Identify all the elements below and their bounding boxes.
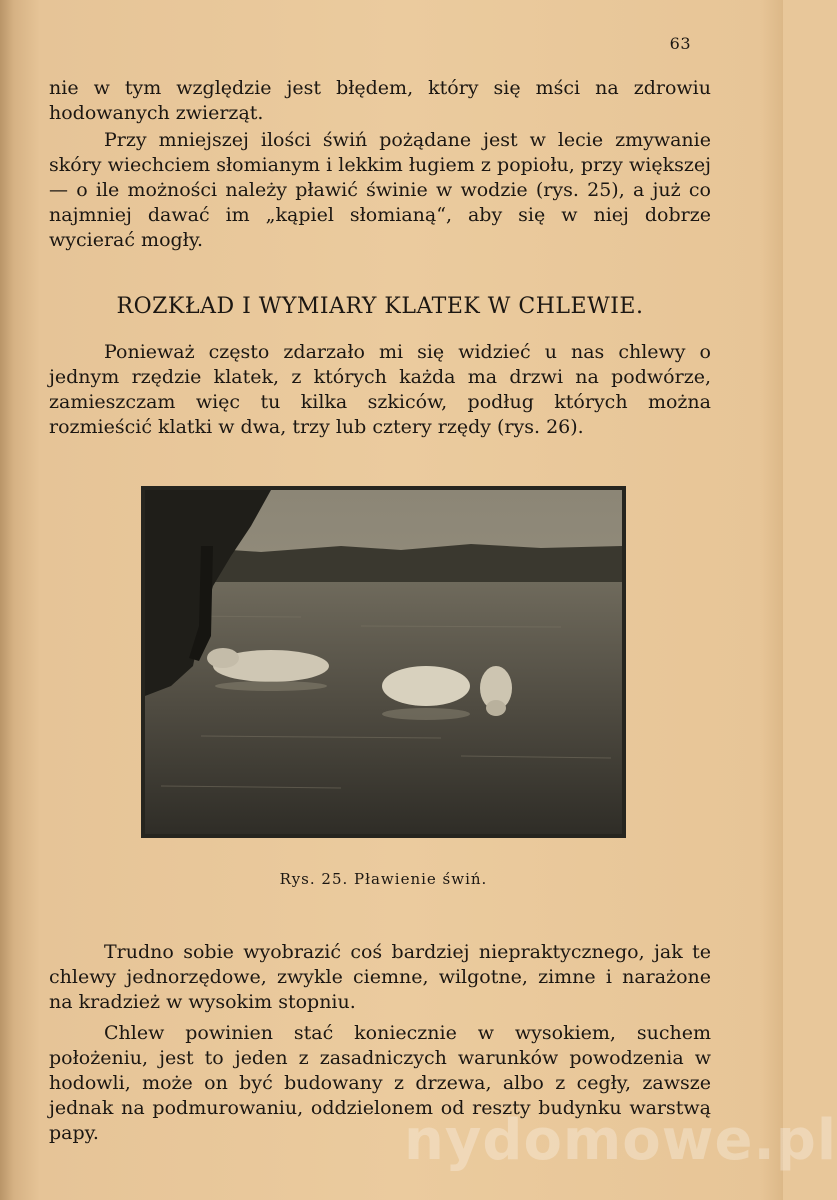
watermark: nydomowe.pl (404, 1108, 837, 1173)
section-heading: ROZKŁAD I WYMIARY KLATEK W CHLEWIE. (116, 294, 644, 319)
paragraph-bathing: Przy mniejszej ilości świń pożądane jest w lecie zmywanie skóry wiechciem słomianym i lekkim ługiem z popiołu, przy większej — o ile możności należy pławić świnie w wodzie (rys. 25), a już co najmniej dawać im „kąpiel słomianą“, aby się w niej dobrze wycierać mogły. (49, 129, 711, 251)
figure-caption: Rys. 25. Pławienie świń. (279, 870, 488, 888)
page-number: 63 (669, 34, 691, 53)
text-block-middle (49, 340, 711, 440)
photo-pigs-bathing (141, 486, 626, 838)
text-block-top (49, 76, 711, 253)
paragraph-pens: Ponieważ często zdarzało mi się widzieć u nas chlewy o jednym rzędzie klatek, z których każda ma drzwi na podwórze, zamieszczam więc tu kilka szkiców, podług których można rozmieścić klatki w dwa, trzy lub cztery rzędy (rys. 26). (49, 341, 711, 438)
paragraph-continuation: nie w tym względzie jest błędem, który się mści na zdrowiu hodowanych zwierząt. (49, 77, 711, 124)
paragraph-location: Chlew powinien stać koniecznie w wysokiem, suchem położeniu, jest to jeden z zasadniczych warunków powodzenia w hodowli, może on być budowany z drzewa, albo z cegły, zawsze jednak na podmurowaniu, oddzielonem od reszty budynku warstwą papy. (49, 1022, 711, 1144)
paragraph-impractical: Trudno sobie wyobrazić coś bardziej niepraktycznego, jak te chlewy jednorzędowe, zwykle ciemne, wilgotne, zimne i narażone na kradzież w wysokim stopniu. (49, 941, 711, 1013)
